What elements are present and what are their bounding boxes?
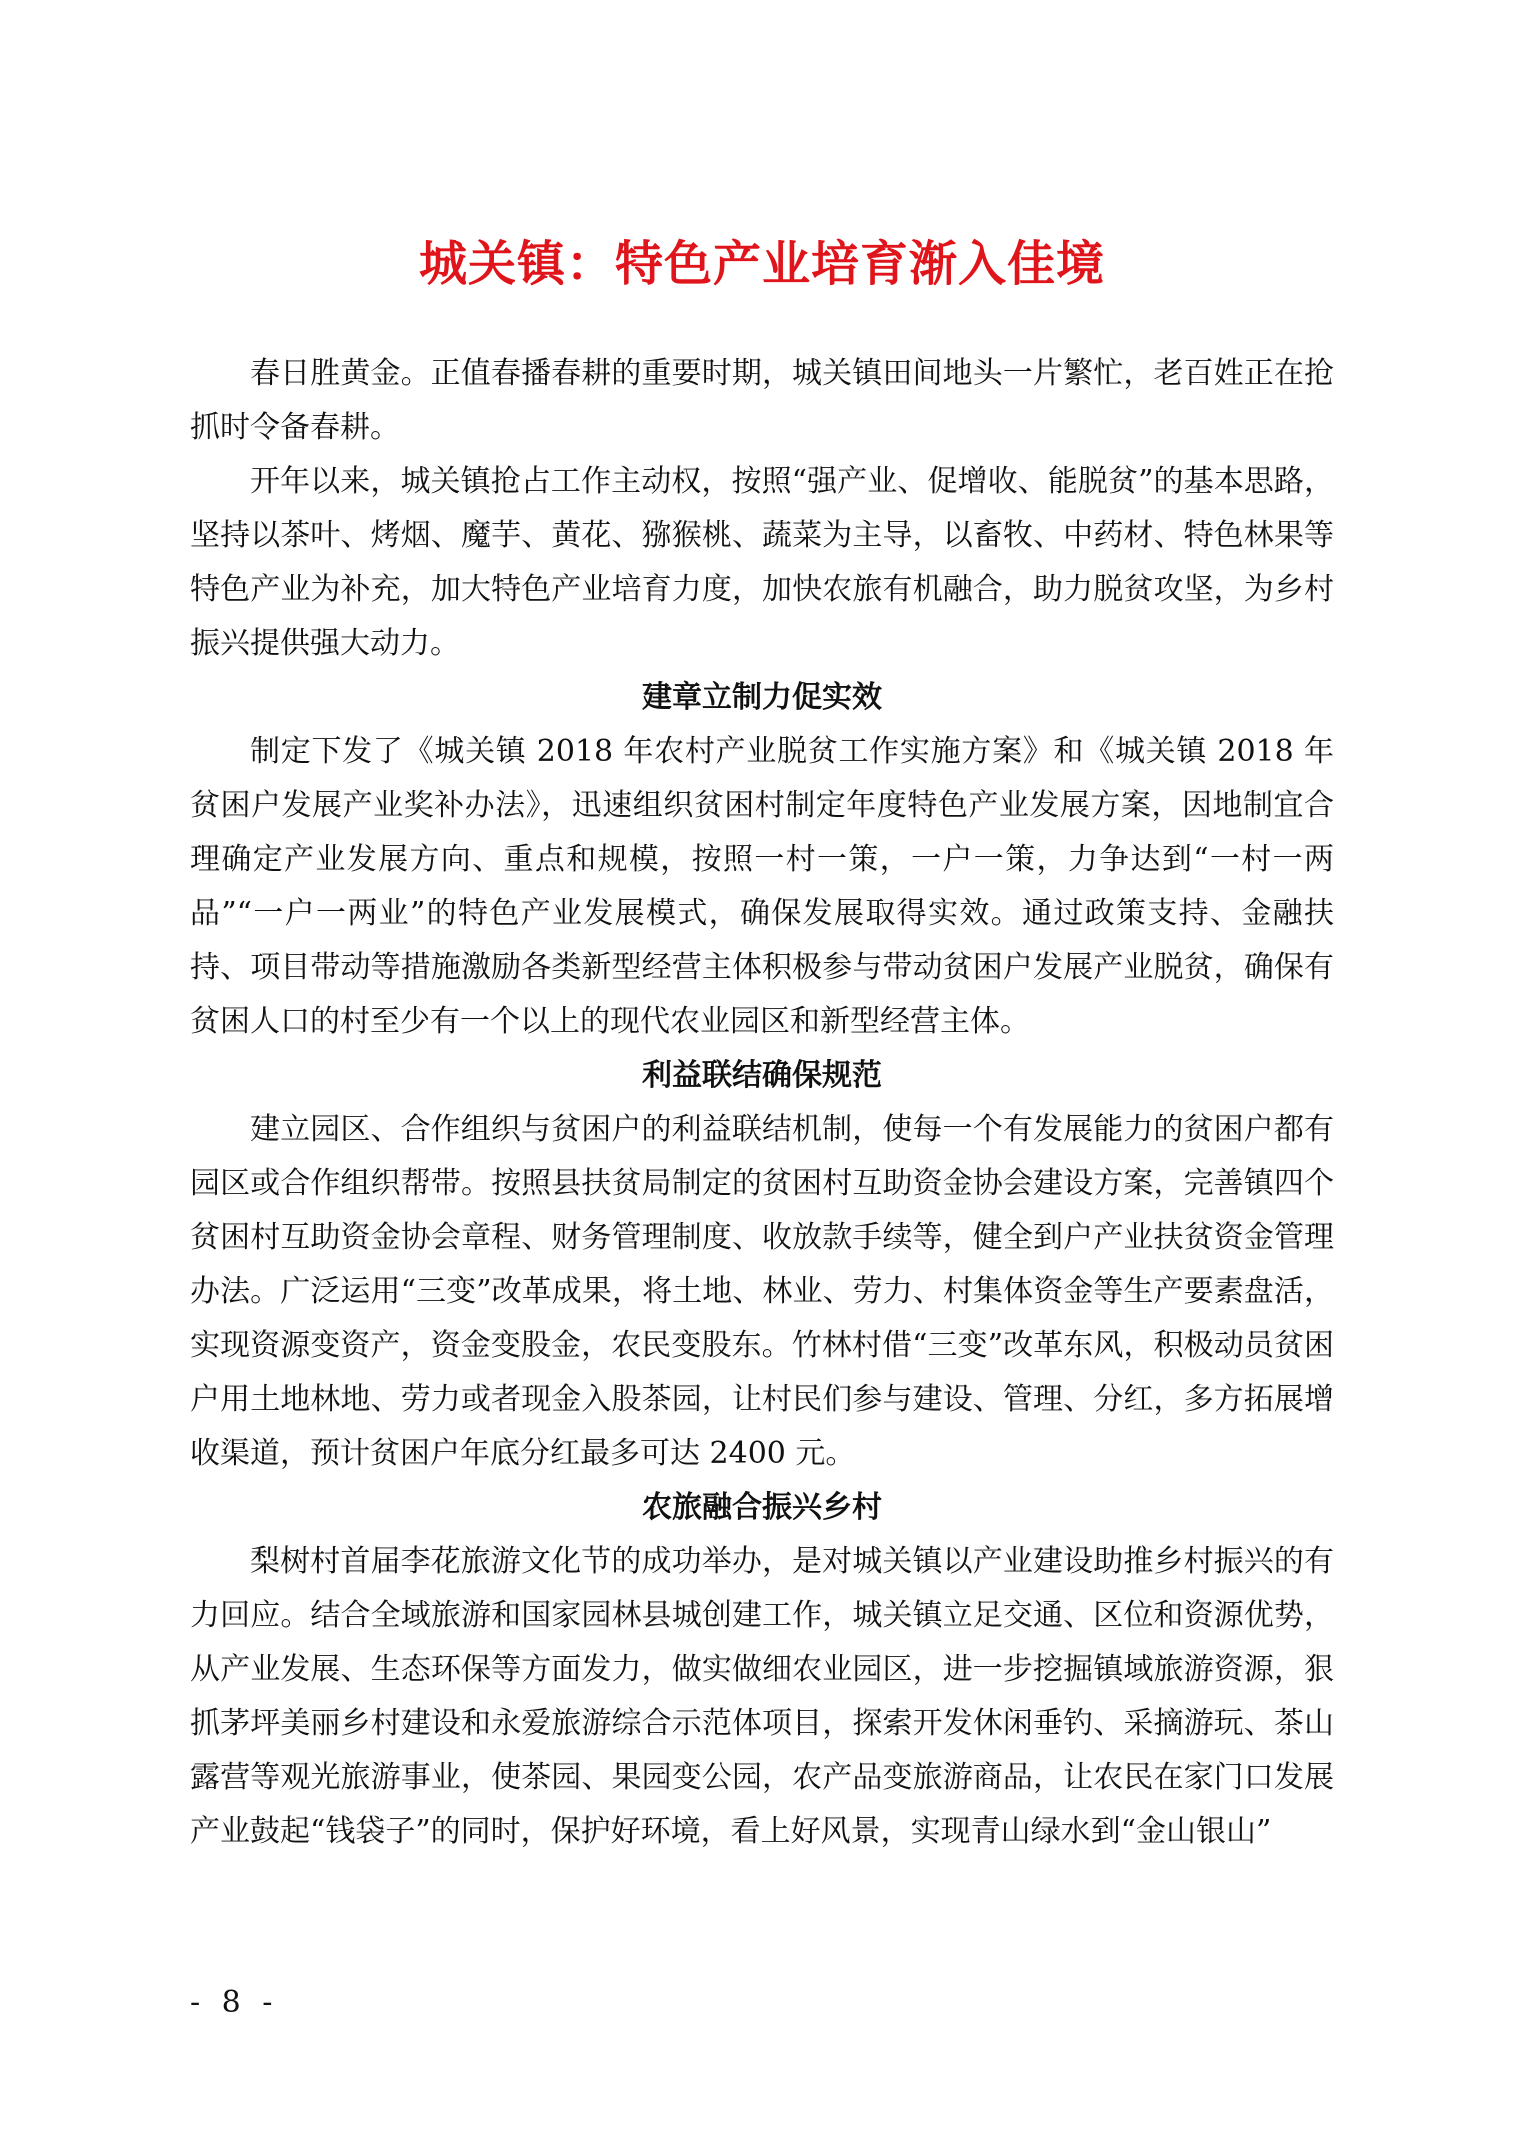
section-heading-3: 农旅融合振兴乡村 (642, 1490, 882, 1525)
section-paragraph-2: 建立园区、合作组织与贫困户的利益联结机制，使每一个有发展能力的贫困户都有园区或合作组织帮带。按照县扶贫局制定的贫困村互助资金协会建设方案，完善镇四个贫困村互助资金协会章程、财务管理制度、收放款手续等，健全到户产业扶贫资金管理办法。广泛运用“三变”改革成果，将土地、林业、劳力、村集体资金等生产要素盘活，实现资源变资产，资金变股金，农民变股东。竹林村借“三变”改革东风，积极动员贫困户用土地林地、劳力或者现金入股茶园，让村民们参与建设、管理、分红，多方拓展增收渠道，预计贫困户年底分红最多可达 2400 元。 (190, 1112, 1334, 1471)
article-title: 城关镇：特色产业培育渐入佳境 (418, 236, 1105, 292)
section-heading-1: 建章立制力促实效 (642, 680, 882, 715)
intro-paragraph-2: 开年以来，城关镇抢占工作主动权，按照“强产业、促增收、能脱贫”的基本思路，坚持以茶叶、烤烟、魔芋、黄花、猕猴桃、蔬菜为主导，以畜牧、中药材、特色林果等特色产业为补充，加大特色产业培育力度，加快农旅有机融合，助力脱贫攻坚，为乡村振兴提供强大动力。 (190, 464, 1334, 661)
article-body (190, 347, 1334, 1859)
section-paragraph-1: 制定下发了《城关镇 2018 年农村产业脱贫工作实施方案》和《城关镇 2018 年贫困户发展产业奖补办法》，迅速组织贫困村制定年度特色产业发展方案，因地制宜合理确定产业发展方向、重点和规模，按照一村一策，一户一策，力争达到“一村一两品”“一户一两业”的特色产业发展模式，确保发展取得实效。通过政策支持、金融扶持、项目带动等措施激励各类新型经营主体积极参与带动贫困户发展产业脱贫，确保有贫困人口的村至少有一个以上的现代农业园区和新型经营主体。 (190, 734, 1334, 1039)
page-number: - 8 - (190, 1985, 279, 2020)
section-heading-2: 利益联结确保规范 (642, 1058, 882, 1093)
section-paragraph-3: 梨树村首届李花旅游文化节的成功举办，是对城关镇以产业建设助推乡村振兴的有力回应。结合全域旅游和国家园林县城创建工作，城关镇立足交通、区位和资源优势，从产业发展、生态环保等方面发力，做实做细农业园区，进一步挖掘镇域旅游资源，狠抓茅坪美丽乡村建设和永爱旅游综合示范体项目，探索开发休闲垂钓、采摘游玩、茶山露营等观光旅游事业，使茶园、果园变公园，农产品变旅游商品，让农民在家门口发展产业鼓起“钱袋子”的同时，保护好环境，看上好风景，实现青山绿水到“金山银山” (190, 1544, 1334, 1849)
intro-paragraph-1: 春日胜黄金。正值春播春耕的重要时期，城关镇田间地头一片繁忙，老百姓正在抢抓时令备春耕。 (190, 356, 1334, 445)
